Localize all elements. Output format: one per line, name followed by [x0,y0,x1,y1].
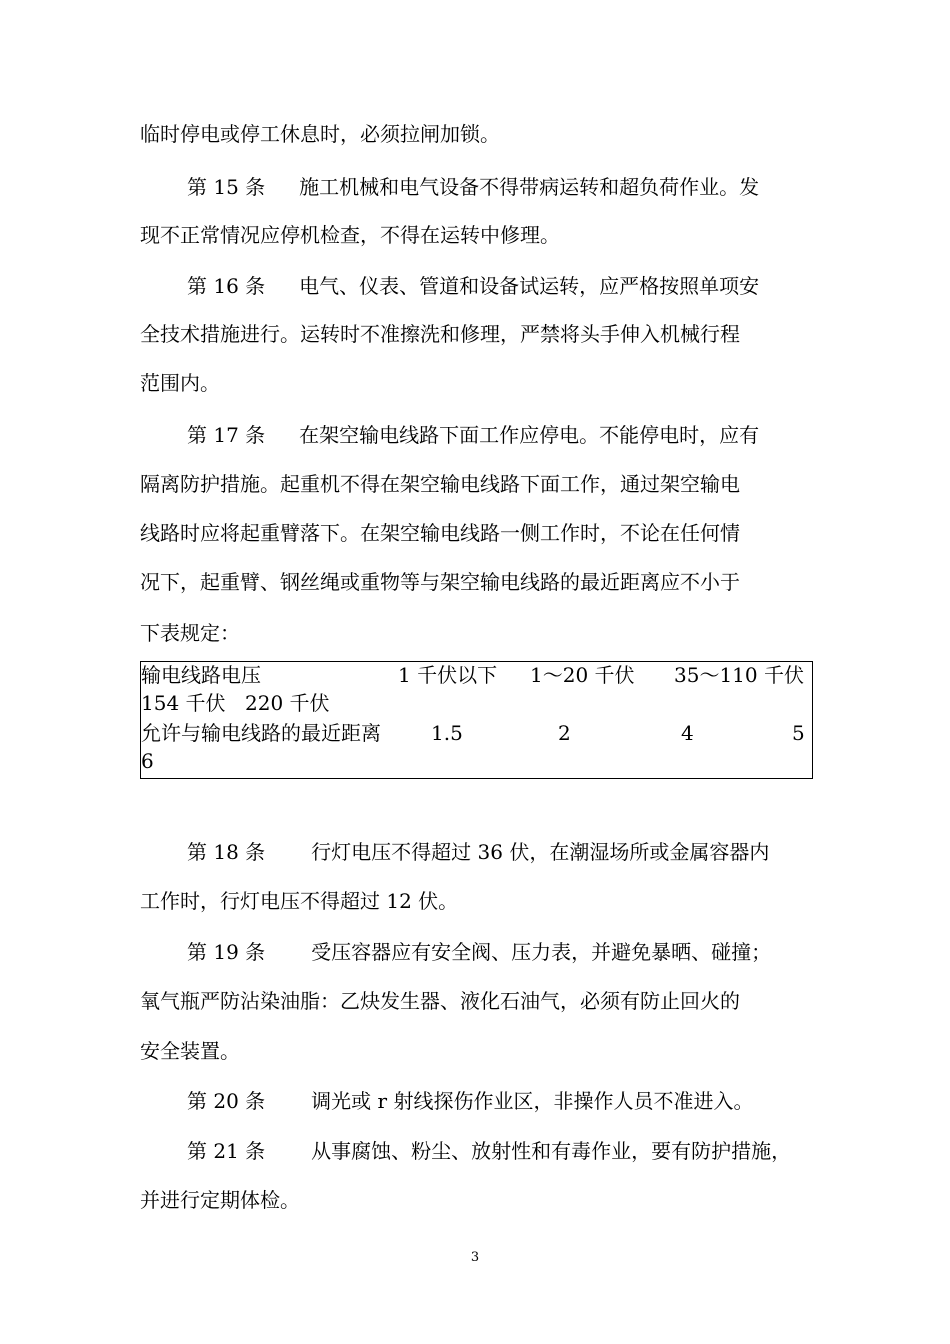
article-19-line [187,939,771,965]
table-cell: 6 [141,749,154,773]
article-text: 施工机械和电气设备不得带病运转和超负荷作业。发 [299,175,760,199]
article-number: 第 17 条 [187,423,266,447]
text-line: 氧气瓶严防沾染油脂：乙炔发生器、液化石油气，必须有防止回火的 [140,989,740,1013]
text-line: 隔离防护措施。起重机不得在架空输电线路下面工作，通过架空输电 [140,472,740,496]
table-cell: 1～20 千伏 [530,663,635,687]
table-cell: 35～110 千伏 [674,663,804,687]
text-line: 全技术措施进行。运转时不准擦洗和修理，严禁将头手伸入机械行程 [140,322,740,346]
article-text: 行灯电压不得超过 36 伏，在潮湿场所或金属容器内 [311,840,770,864]
text-line: 下表规定： [140,621,240,645]
article-17-line [187,422,759,448]
text-line: 况下，起重臂、钢丝绳或重物等与架空输电线路的最近距离应不小于 [140,570,740,594]
text-line: 安全装置。 [140,1039,240,1063]
article-text: 调光或 r 射线探伤作业区，非操作人员不准进入。 [311,1089,754,1113]
text-line: 现不正常情况应停机检查，不得在运转中修理。 [140,223,560,247]
distance-table [140,661,813,779]
article-15-line [187,174,759,200]
article-text: 从事腐蚀、粉尘、放射性和有毒作业，要有防护措施， [311,1139,792,1163]
table-cell: 220 千伏 [245,691,330,715]
article-number: 第 15 条 [187,175,266,199]
article-text: 在架空输电线路下面工作应停电。不能停电时，应有 [299,423,760,447]
article-16-line [187,273,759,299]
table-cell: 154 千伏 [141,691,226,715]
text-line: 临时停电或停工休息时，必须拉闸加锁。 [140,122,500,146]
article-number: 第 16 条 [187,274,266,298]
article-number: 第 20 条 [187,1089,266,1113]
text-line: 范围内。 [140,371,220,395]
table-cell: 2 [558,721,571,745]
article-number: 第 21 条 [187,1139,266,1163]
table-cell: 1 千伏以下 [398,663,498,687]
article-text: 受压容器应有安全阀、压力表，并避免暴晒、碰撞； [311,940,772,964]
table-row-header: 输电线路电压 [141,663,261,687]
article-number: 第 18 条 [187,840,266,864]
article-number: 第 19 条 [187,940,266,964]
text-line: 工作时，行灯电压不得超过 12 伏。 [140,889,459,913]
table-cell: 5 [792,721,805,745]
article-21-line [187,1138,791,1164]
text-line: 线路时应将起重臂落下。在架空输电线路一侧工作时，不论在任何情 [140,521,740,545]
article-20-line [187,1088,753,1114]
page-number: 3 [470,1250,480,1265]
table-cell: 4 [681,721,694,745]
text-line: 并进行定期体检。 [140,1188,300,1212]
article-18-line [187,839,769,865]
table-cell: 1.5 [431,721,463,745]
table-row-header: 允许与输电线路的最近距离 [141,721,381,745]
article-text: 电气、仪表、管道和设备试运转，应严格按照单项安 [299,274,760,298]
